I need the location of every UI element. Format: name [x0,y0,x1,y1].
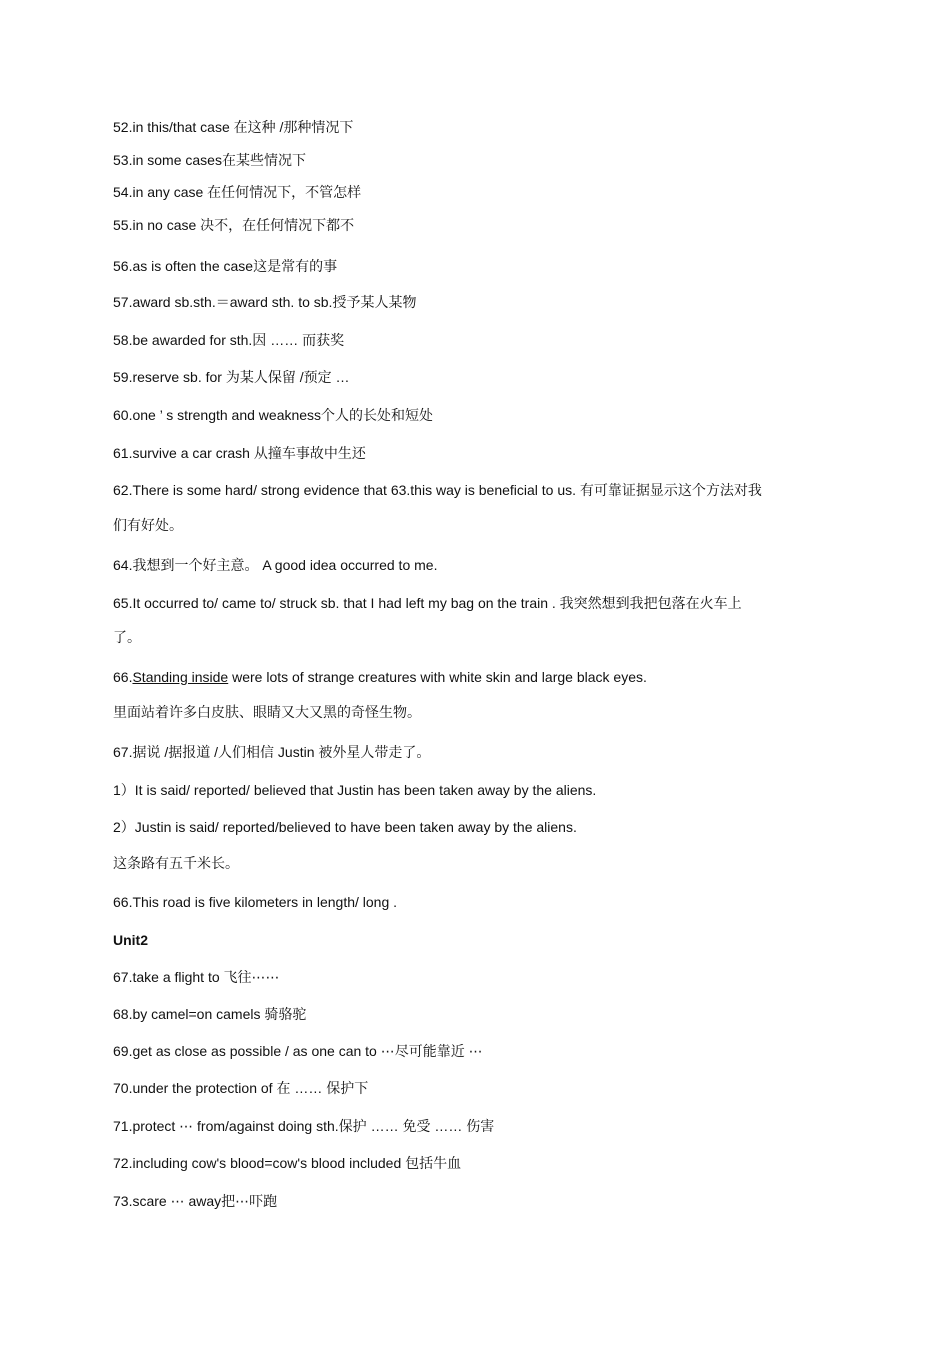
entry-66-standing-inside [113,668,833,686]
entry-65-continued: 了。 [113,629,141,645]
entry-52: 52.in this/that case 在这种 /那种情况下 [113,119,354,135]
entry-unit2-67: 67.take a flight to 飞往⋯⋯ [113,969,280,985]
entry-62-continued: 们有好处。 [113,517,183,533]
entry-58: 58.be awarded for sth.因 …… 而获奖 [113,332,345,348]
entry-unit2-71: 71.protect ⋯ from/against doing sth.保护 …… 免受 …… 伤害 [113,1118,495,1134]
entry-62: 62.There is some hard/ strong evidence that 63.this way is beneficial to us. 有可靠证据显示这个方法对我 [113,482,762,498]
entry-unit2-69: 69.get as close as possible / as one can to ⋯尽可能靠近 ⋯ [113,1043,483,1059]
entry-57: 57.award sb.sth.＝award sth. to sb.授予某人某物 [113,294,417,310]
entry-54: 54.in any case 在任何情况下，不管怎样 [113,184,362,200]
entry-66-underlined-phrase: Standing inside [132,669,229,685]
entry-55: 55.in no case 决不，在任何情况下都不 [113,217,355,233]
entry-67-option-1: 1）It is said/ reported/ believed that Justin has been taken away by the aliens. [113,782,597,798]
entry-66-translation: 里面站着许多白皮肤、眼睛又大又黑的奇怪生物。 [113,704,421,720]
entry-64: 64.我想到一个好主意。 A good idea occurred to me. [113,557,438,573]
entry-unit2-72: 72.including cow's blood=cow's blood included 包括牛血 [113,1155,462,1171]
entry-59: 59.reserve sb. for 为某人保留 /预定 … [113,369,350,385]
entry-53: 53.in some cases在某些情况下 [113,152,306,168]
entry-66-prefix: 66. [113,669,133,685]
entry-60: 60.one ’ s strength and weakness个人的长处和短处 [113,407,434,423]
entry-61: 61.survive a car crash 从撞车事故中生还 [113,445,366,461]
entry-unit2-70: 70.under the protection of 在 …… 保护下 [113,1080,369,1096]
road-sentence-chinese: 这条路有五千米长。 [113,855,239,871]
entry-67-option-2: 2）Justin is said/ reported/believed to have been taken away by the aliens. [113,819,577,835]
entry-unit2-68: 68.by camel=on camels 骑骆驼 [113,1006,307,1022]
road-sentence-english: 66.This road is five kilometers in length/ long . [113,894,398,910]
unit-heading: Unit2 [113,932,148,948]
entry-65: 65.It occurred to/ came to/ struck sb. that I had left my bag on the train . 我突然想到我把包落在火车上 [113,595,742,611]
entry-66-suffix: were lots of strange creatures with white skin and large black eyes. [228,669,647,685]
entry-56: 56.as is often the case这是常有的事 [113,258,338,274]
entry-unit2-73: 73.scare ⋯ away把⋯吓跑 [113,1193,278,1209]
entry-67: 67.据说 /据报道 /人们相信 Justin 被外星人带走了。 [113,744,431,760]
